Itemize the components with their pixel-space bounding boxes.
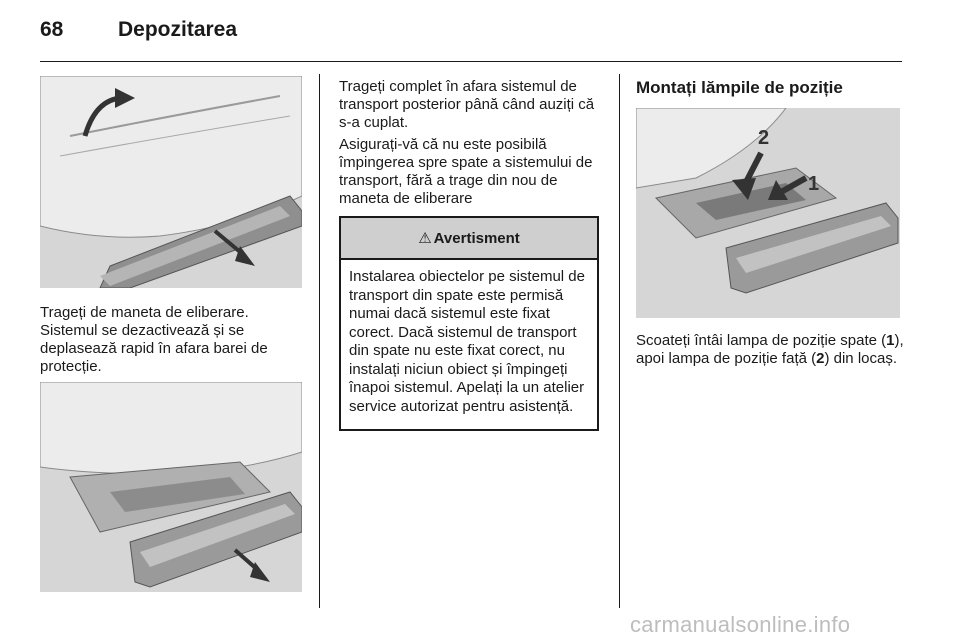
paragraph-ensure-locked: Asigurați-vă că nu este posibilă împingerea spre spate a sistemului de transport, fără a trage din nou de maneta de eliberare [339,136,593,207]
figure-position-lamps [636,108,900,318]
figure-pulled-out-carrier [40,382,302,592]
warning-title: Avertisment [433,229,520,247]
header-rule [40,61,902,62]
warning-header [341,218,597,260]
column-divider-2 [619,74,620,608]
bold-ref-1: 1 [886,332,895,349]
section-heading: Montați lămpile de poziție [636,78,843,97]
watermark: carmanualsonline.info [630,612,851,637]
figure-label-2: 2 [758,127,770,149]
page-number: 68 [40,18,64,41]
warning-text: Instalarea obiectelor pe sistemul de transport din spate este permisă numai dacă sistemul este fixat corect. Dacă sistemul de transport din spate nu este fixat corect, nu instalați niciun obiect și împingeți înapoi sistemul. Apelați la un atelier service autorizat pentru asistență. [349,268,585,415]
bold-ref-2: 2 [816,350,825,367]
figure-label-1: 1 [808,173,820,195]
paragraph-release-lever: Trageți de maneta de eliberare. Sistemul se dezactivează și se deplasează rapid în afara barei de protecție. [40,304,268,375]
text-part: ), apoi lampa de poziție față ( [636,332,904,367]
text-part: Scoateți întâi lampa de poziție spate ( [636,332,887,349]
figure-release-lever [40,76,302,288]
warning-triangle-icon: ⚠ [418,230,432,247]
warning-box [339,216,599,431]
paragraph-remove-lamps [636,332,906,368]
text-part: ) din locaș. [824,350,898,367]
page-title: Depozitarea [118,18,238,41]
paragraph-pull-out: Trageți complet în afara sistemul de transport posterior până când auziți că s-a cuplat. [339,78,595,131]
column-divider-1 [319,74,320,608]
